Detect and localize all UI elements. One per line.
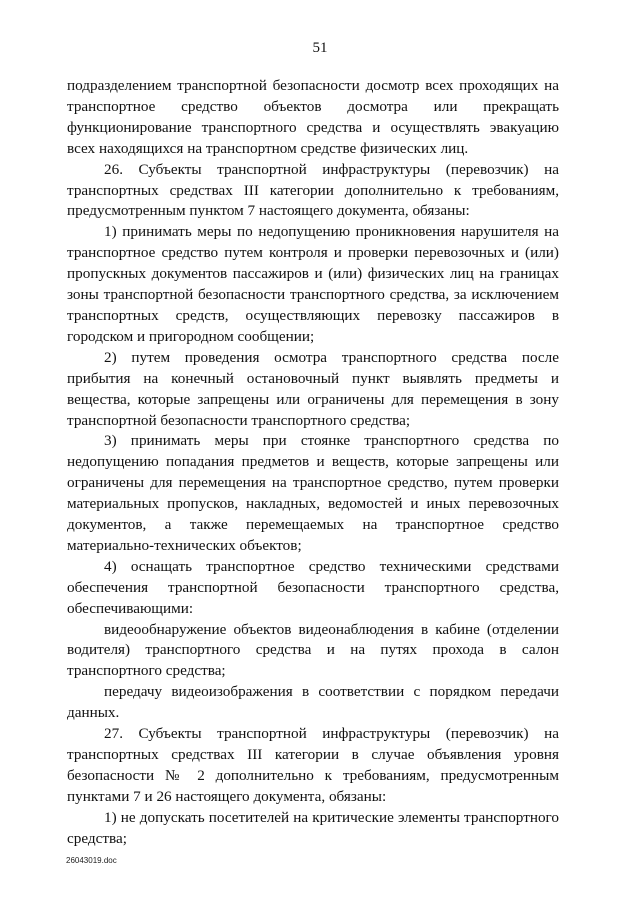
paragraph-item-26-4: 4) оснащать транспортное средство техническими средствами обеспечения транспортной безопасности транспортного средства, обеспечивающими: (67, 557, 559, 617)
paragraph-video-detection: видеообнаружение объектов видеонаблюдения в кабине (отделении водителя) транспортного средства и на путях прохода в салон транспортного средства; (67, 620, 559, 680)
paragraph-item-27: 27. Субъекты транспортной инфраструктуры (перевозчик) на транспортных средствах III категории в случае объявления уровня безопасности № 2 дополнительно к требованиям, предусмотренным пунктами 7 и 26 настоящего документа, обязаны: (67, 725, 559, 805)
paragraph-item-26: 26. Субъекты транспортной инфраструктуры (перевозчик) на транспортных средствах III категории дополнительно к требованиям, предусмотренным пунктом 7 настоящего документа, обязаны: (67, 160, 559, 220)
paragraph-video-transfer: передачу видеоизображения в соответствии с порядком передачи данных. (67, 683, 559, 722)
paragraph-item-26-3: 3) принимать меры при стоянке транспортного средства по недопущению попадания предметов и веществ, которые запрещены или ограничены для перемещения на транспортное средство, путем проверки материальных пропусков, накладных, ведомостей и иных перевозочных документов, а также перемещаемых на транспортное средство материально-технических объектов; (67, 432, 559, 554)
document-file-code: 26043019.doc (66, 856, 117, 865)
paragraph-continuation: подразделением транспортной безопасности досмотр всех проходящих на транспортное средство объектов досмотра или прекращать функционирование транспортного средства и осуществлять эвакуацию всех находящихся на транспортном средстве физических лиц. (67, 77, 559, 157)
paragraph-item-27-1: 1) не допускать посетителей на критические элементы транспортного средства; (67, 808, 559, 847)
paragraph-item-26-2: 2) путем проведения осмотра транспортного средства после прибытия на конечный остановочный пункт выявлять предметы и вещества, которые запрещены или ограничены для перемещения в зону транспортной безопасности транспортного средства; (67, 348, 559, 429)
paragraph-item-26-1: 1) принимать меры по недопущению проникновения нарушителя на транспортное средство путем контроля и проверки перевозочных и (или) пропускных документов пассажиров и (или) физических лиц на границах зоны транспортной безопасности транспортного средства, за исключением транспортных средств, осуществляющих перевозку пассажиров в городском и пригородном сообщении; (67, 223, 559, 345)
page-number: 51 (312, 40, 328, 56)
document-body (67, 76, 559, 850)
